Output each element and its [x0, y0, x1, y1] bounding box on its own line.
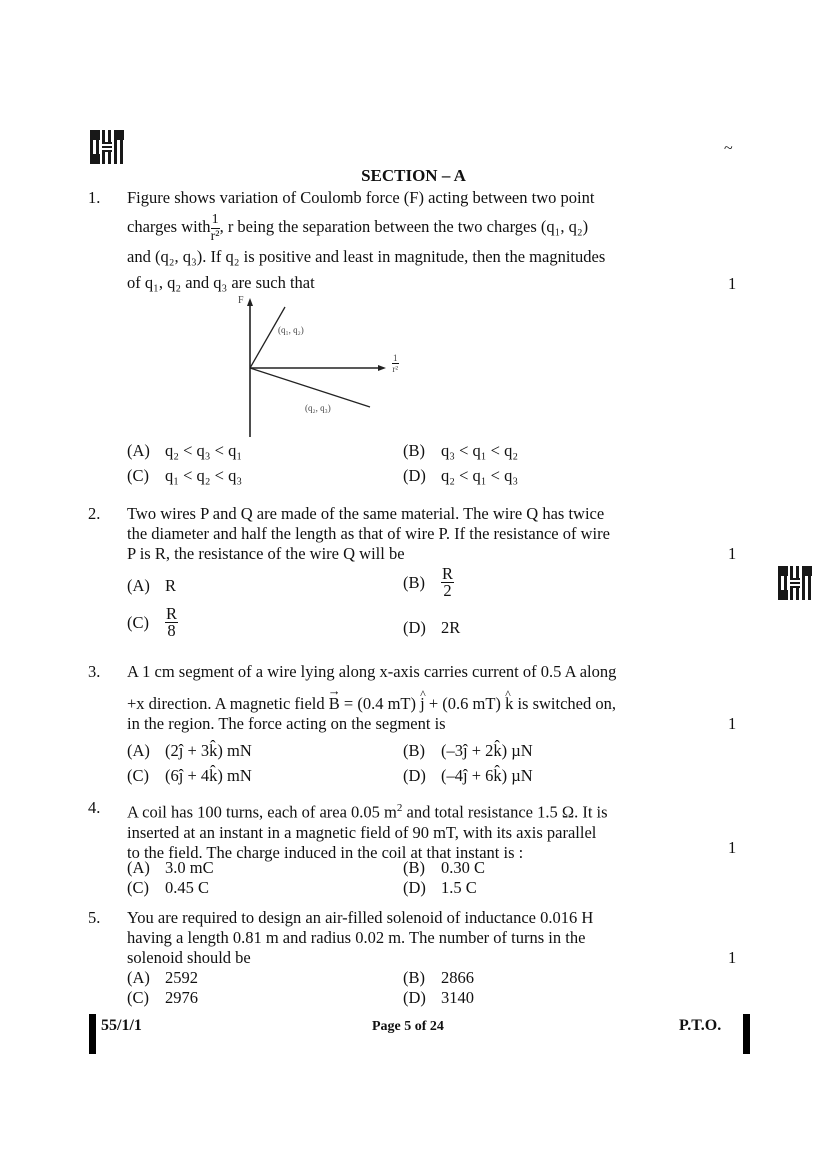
y-axis-label: F: [238, 295, 244, 306]
question-text: Figure shows variation of Coulomb force (F) acting between two point charges with $\frac{1}{\text{r²}}$ , r being the separation between the two charges (q₁, q₂) and (q₂, q₃). If q₂ is positive and least in magnitude, then the magnitudes of q₁, q₂ and q₃ are such that: [127, 188, 606, 292]
fraction-r-over-2: $\frac{R}{2}$: [442, 564, 454, 600]
paper-code: 55/1/1: [101, 1017, 142, 1034]
question-text: A coil has 100 turns, each of area 0.05 $m^2$ and total resistance 1.5 Ω. It is inserted at an instant in a magnetic field of 90 mT, with its axis parallel to the field. The charge induced in the coil at that instant is :: [127, 802, 608, 862]
option-c[interactable]: (C) (6ĵ + 4k̂) mN: [127, 766, 252, 785]
question-text: Two wires P and Q are made of the same material. The wire Q has twice the diameter and half the length as that of wire P. If the resistance of wire P is R, the resistance of the wire Q will be: [127, 504, 610, 563]
section-title: SECTION – A: [361, 166, 466, 185]
option-b[interactable]: (B) 0.30 C: [403, 858, 486, 877]
line-label-q1-q2: (q₁, q₂): [278, 325, 304, 335]
option-c[interactable]: (C) 0.45 C: [127, 878, 210, 897]
option-a[interactable]: (A) q₂ < q₃ < q₁: [127, 441, 243, 460]
option-b[interactable]: (B) (–3ĵ + 2k̂) µN: [403, 741, 533, 760]
question-text: A 1 cm segment of a wire lying along x-axis carries current of 0.5 A along +x direction. A magnetic field → B = (0.4 mT) ^ j + (0.6 mT) ^ k is switched on, in the region. The force acting on the segment is: [127, 662, 703, 734]
question-number: 4.: [88, 798, 101, 817]
option-a[interactable]: (A) R: [127, 576, 177, 595]
coulomb-force-graph: [230, 295, 420, 445]
question-number: 2.: [88, 504, 101, 523]
fraction-1-over-r2: $\frac{1}{\text{r²}}$: [210, 211, 220, 244]
option-b[interactable]: (B) 2866: [403, 968, 474, 987]
option-d[interactable]: (D) 3140: [403, 988, 474, 1007]
option-a[interactable]: (A) 3.0 mC: [127, 858, 214, 877]
line-label-q2-q3: (q₂, q₃): [305, 403, 331, 413]
vector-b: → B: [329, 694, 340, 714]
x-axis-label: $\frac{1}{\text{r²}}$: [392, 353, 399, 374]
marks: 1: [728, 274, 737, 293]
option-b[interactable]: (B) q₃ < q₁ < q₂: [403, 441, 519, 460]
marks: 1: [728, 714, 737, 733]
footer-bar-left: [89, 1014, 96, 1054]
marks: 1: [728, 838, 737, 857]
unit-vector-j: ^ j: [420, 694, 425, 714]
option-c[interactable]: (C) 2976: [127, 988, 198, 1007]
unit-vector-k: ^ k: [505, 694, 513, 714]
question-number: 5.: [88, 908, 101, 927]
pto-label: P.T.O.: [679, 1017, 722, 1034]
question-number: 1.: [88, 188, 101, 207]
option-c[interactable]: (C) $\frac{R}{8}$: [127, 604, 178, 640]
option-d[interactable]: (D) q₂ < q₁ < q₃: [403, 466, 519, 485]
option-a[interactable]: (A) 2592: [127, 968, 198, 987]
qr-code-top-left: [90, 130, 124, 164]
marks: 1: [728, 544, 737, 563]
question-number: 3.: [88, 662, 101, 681]
option-a[interactable]: (A) (2ĵ + 3k̂) mN: [127, 741, 252, 760]
option-b[interactable]: (B) $\frac{R}{2}$: [403, 564, 454, 600]
option-d[interactable]: (D) 2R: [403, 618, 461, 637]
question-text: You are required to design an air-filled solenoid of inductance 0.016 H having a length 0.81 m and radius 0.02 m. The number of turns in the solenoid should be: [127, 908, 594, 967]
fraction-r-over-8: $\frac{R}{8}$: [166, 604, 178, 640]
qr-code-right: [778, 566, 812, 600]
page-number: Page 5 of 24: [372, 1019, 444, 1034]
footer-bar-right: [743, 1014, 750, 1054]
option-c[interactable]: (C) q₁ < q₂ < q₃: [127, 466, 243, 485]
marks: 1: [728, 948, 737, 967]
corner-mark: ~: [724, 140, 733, 157]
option-d[interactable]: (D) (–4ĵ + 6k̂) µN: [403, 766, 533, 785]
option-d[interactable]: (D) 1.5 C: [403, 878, 477, 897]
